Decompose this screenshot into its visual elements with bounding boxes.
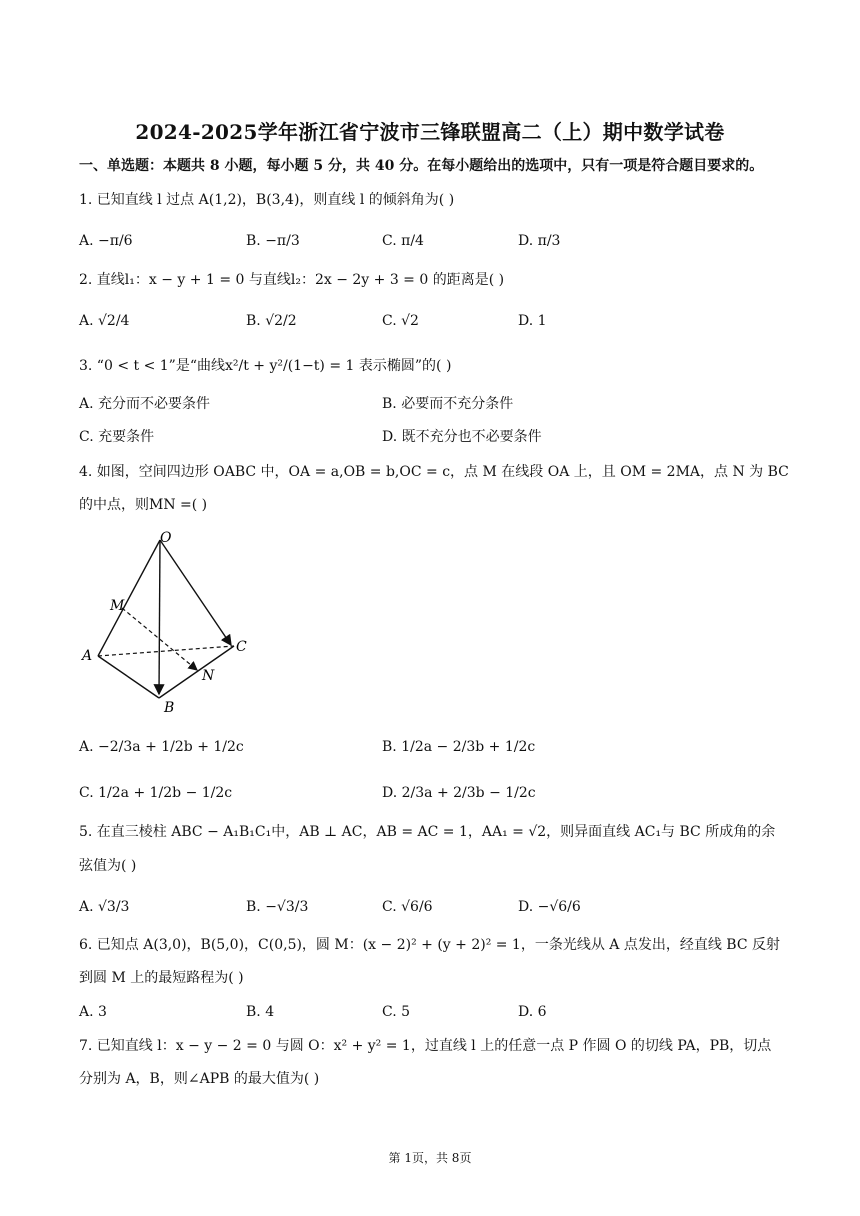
label-a: A <box>82 648 93 664</box>
page-footer: 第 1页，共 8页 <box>388 1151 472 1165</box>
q6-option-b: B. 4 <box>246 1004 275 1020</box>
edge-oc <box>160 540 231 645</box>
section-heading: 一、单选题：本题共 8 小题，每小题 5 分，共 40 分。在每小题给出的选项中，只有一项是符合题目要求的。 <box>79 158 764 174</box>
q2-option-c: C. √2 <box>382 313 419 329</box>
question-5-stem-line2: 弦值为( ) <box>79 858 137 874</box>
q1-option-d: D. π/3 <box>518 233 561 249</box>
question-7-stem-line1: 7. 已知直线 l：x − y − 2 = 0 与圆 O：x² + y² = 1，过直线 l 上的任意一点 P 作圆 O 的切线 PA，PB，切点 <box>79 1038 772 1054</box>
label-n: N <box>202 668 215 684</box>
tetrahedron-figure <box>78 528 258 718</box>
q3-option-d: D. 既不充分也不必要条件 <box>382 429 542 445</box>
label-b: B <box>164 700 175 716</box>
question-7-stem-line2: 分别为 A，B，则∠APB 的最大值为( ) <box>79 1071 320 1087</box>
q1-option-b: B. −π/3 <box>246 233 300 249</box>
q4-option-a: A. −2/3a + 1/2b + 1/2c <box>79 739 244 755</box>
q4-option-d: D. 2/3a + 2/3b − 1/2c <box>382 785 536 801</box>
question-4-stem-line2: 的中点，则MN =( ) <box>79 497 208 513</box>
label-c: C <box>236 639 247 655</box>
edge-ob <box>159 540 160 694</box>
q6-option-c: C. 5 <box>382 1004 411 1020</box>
q6-option-a: A. 3 <box>79 1004 107 1020</box>
question-6-stem-line2: 到圆 M 上的最短路程为( ) <box>79 970 244 986</box>
q2-option-a: A. √2/4 <box>79 313 130 329</box>
exam-title: 2024-2025学年浙江省宁波市三锋联盟高二（上）期中数学试卷 <box>135 120 725 144</box>
edge-ac <box>98 646 234 656</box>
q1-option-a: A. −π/6 <box>79 233 133 249</box>
q2-option-d: D. 1 <box>518 313 547 329</box>
q4-option-b: B. 1/2a − 2/3b + 1/2c <box>382 739 536 755</box>
edge-bc <box>159 646 234 698</box>
question-1-stem: 1. 已知直线 l 过点 A(1,2)，B(3,4)，则直线 l 的倾斜角为( ) <box>79 192 455 208</box>
q3-option-b: B. 必要而不充分条件 <box>382 396 514 412</box>
question-3-stem: 3. “0 < t < 1”是“曲线x²/t + y²/(1−t) = 1 表示椭圆”的( ) <box>79 358 452 374</box>
question-6-stem-line1: 6. 已知点 A(3,0)，B(5,0)，C(0,5)，圆 M：(x − 2)² + (y + 2)² = 1，一条光线从 A 点发出，经直线 BC 反射 <box>79 937 781 953</box>
q1-option-c: C. π/4 <box>382 233 424 249</box>
label-o: O <box>160 530 172 546</box>
q2-option-b: B. √2/2 <box>246 313 297 329</box>
question-2-stem: 2. 直线l₁：x − y + 1 = 0 与直线l₂：2x − 2y + 3 = 0 的距离是( ) <box>79 272 505 288</box>
edge-oa <box>98 540 160 656</box>
edge-ab <box>98 656 159 698</box>
q5-option-c: C. √6/6 <box>382 899 433 915</box>
label-m: M <box>110 598 125 614</box>
q4-option-c: C. 1/2a + 1/2b − 1/2c <box>79 785 233 801</box>
q3-option-c: C. 充要条件 <box>79 429 155 445</box>
q3-option-a: A. 充分而不必要条件 <box>79 396 211 412</box>
q5-option-d: D. −√6/6 <box>518 899 581 915</box>
question-5-stem-line1: 5. 在直三棱柱 ABC − A₁B₁C₁中，AB ⊥ AC，AB = AC = 1，AA₁ = √2，则异面直线 AC₁与 BC 所成角的余 <box>79 824 776 840</box>
question-4-stem-line1: 4. 如图，空间四边形 OABC 中，OA = a,OB = b,OC = c，点 M 在线段 OA 上，且 OM = 2MA，点 N 为 BC <box>79 464 789 480</box>
q6-option-d: D. 6 <box>518 1004 547 1020</box>
q5-option-a: A. √3/3 <box>79 899 130 915</box>
q5-option-b: B. −√3/3 <box>246 899 309 915</box>
